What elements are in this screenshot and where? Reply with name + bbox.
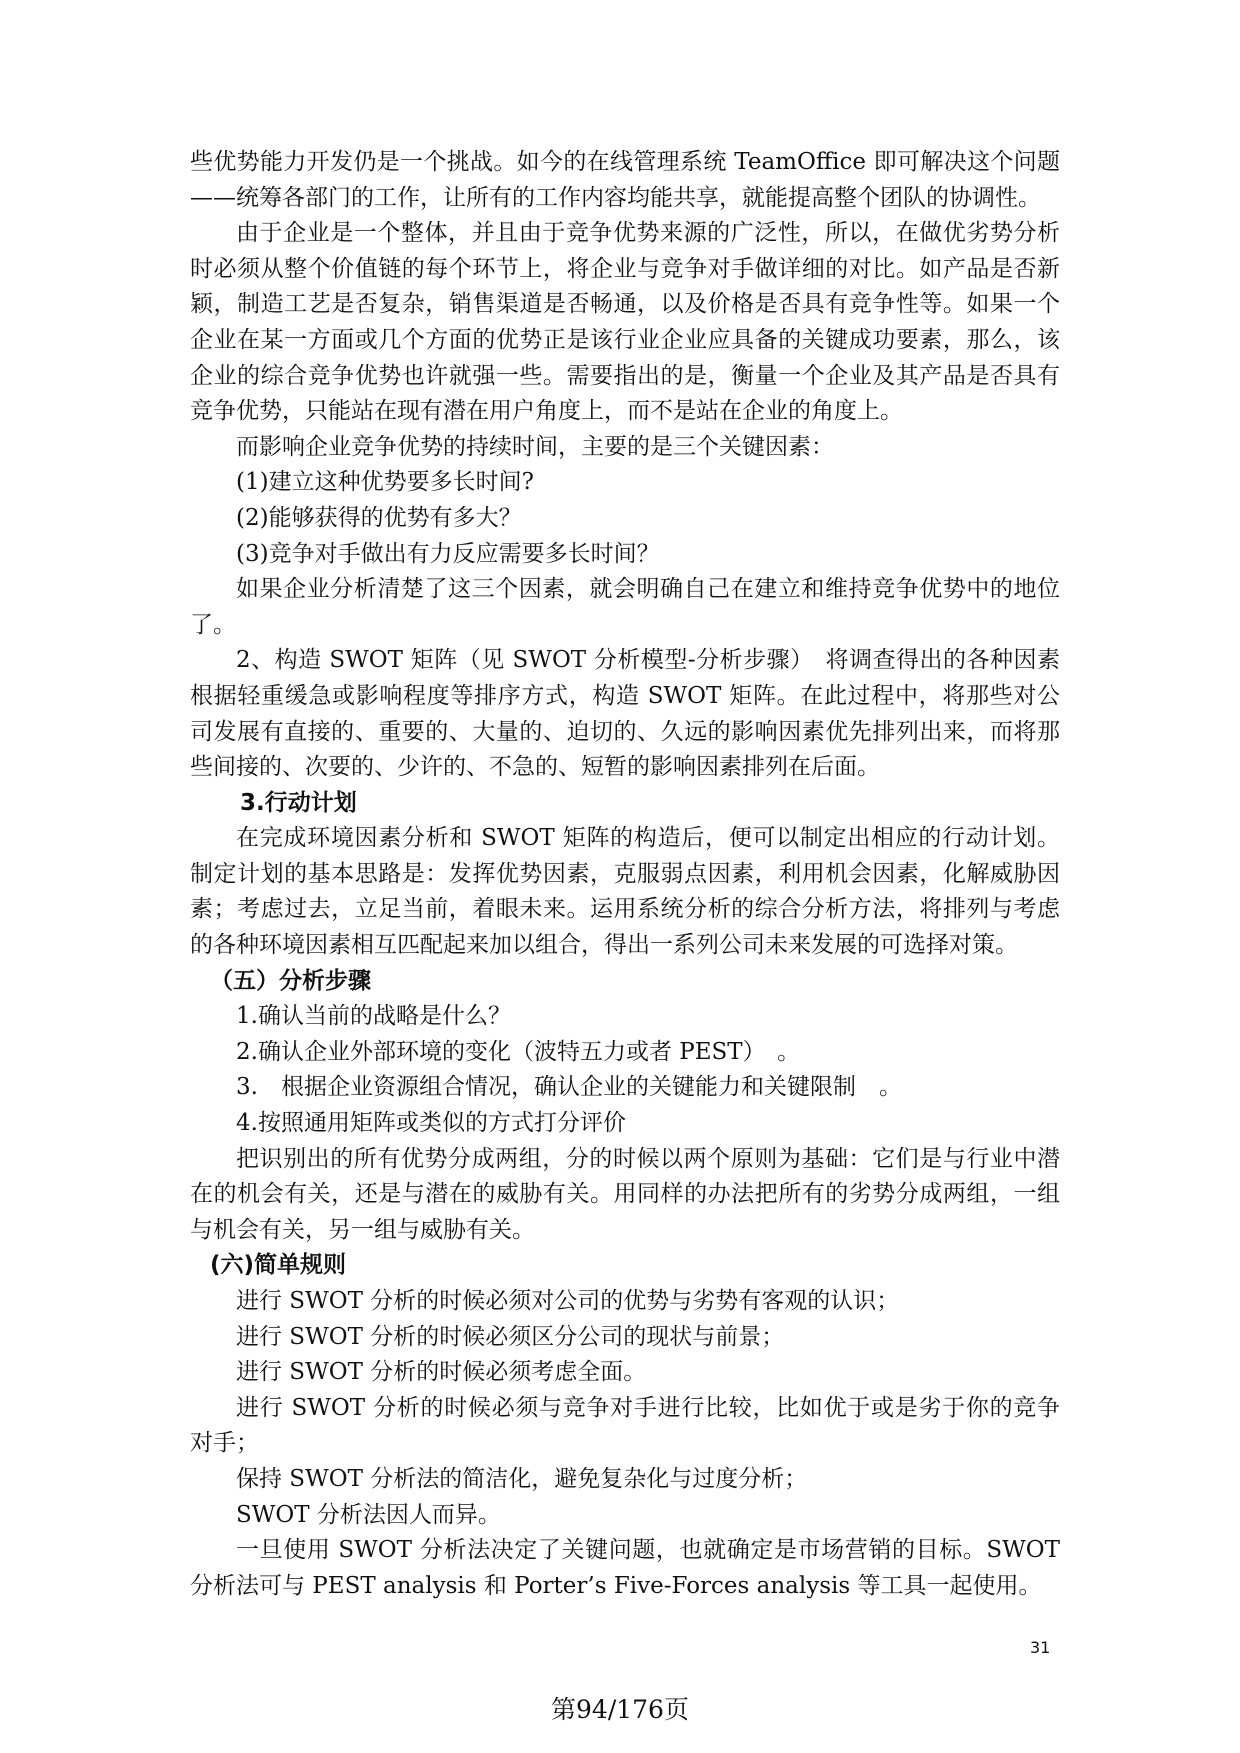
paragraph: 把识别出的所有优势分成两组，分的时候以两个原则为基础：它们是与行业中潜在的机会有关，还是与潜在的威胁有关。用同样的办法把所有的劣势分成两组，一组与机会有关，另一组与威胁有关。 [190,1145,1060,1243]
paragraph: 如果企业分析清楚了这三个因素，就会明确自己在建立和维持竞争优势中的地位了。 [190,576,1060,638]
list-item: SWOT 分析法因人而异。 [236,1501,501,1528]
paragraph: 而影响企业竞争优势的持续时间，主要的是三个关键因素： [236,433,834,460]
list-item: 进行 SWOT 分析的时候必须对公司的优势与劣势有客观的认识； [236,1288,900,1314]
list-item: 进行 SWOT 分析的时候必须区分公司的现状与前景； [236,1323,785,1350]
list-item: 3. 根据企业资源组合情况，确认企业的关键能力和关键限制 。 [236,1074,902,1101]
list-item: 4.按照通用矩阵或类似的方式打分评价 [236,1110,626,1137]
section-heading-analysis-steps: （五）分析步骤 [210,967,371,994]
paragraph: 由于企业是一个整体，并且由于竞争优势来源的广泛性，所以，在做优劣势分析时必须从整个价值链的每个环节上，将企业与竞争对手做详细的对比。如产品是否新颖，制造工艺是否复杂，销售渠道是否畅通，以及价格是否具有竞争性等。如果一个企业在某一方面或几个方面的优势正是该行业企业应具备的关键成功要素，那么，该企业的综合竞争优势也许就强一些。需要指出的是，衡量一个企业及其产品是否具有竞争优势，只能站在现有潜在用户角度上，而不是站在企业的角度上。 [190,220,1060,425]
page-number: 31 [1030,1638,1051,1657]
page-footer: 第94/176页 [551,1695,689,1724]
document-body [190,145,1060,1604]
paragraph: 些优势能力开发仍是一个挑战。如今的在线管理系统 TeamOffice 即可解决这个问题——统筹各部门的工作，让所有的工作内容均能共享，就能提高整个团队的协调性。 [190,149,1060,211]
paragraph: 2、构造 SWOT 矩阵（见 SWOT 分析模型-分析步骤） 将调查得出的各种因素根据轻重缓急或影响程度等排序方式，构造 SWOT 矩阵。在此过程中，将那些对公司发展有直接的、重要的、大量的、迫切的、久远的影响因素优先排列出来，而将那些间接的、次要的、少许的、不急的、短暂的影响因素排列在后面。 [190,647,1060,781]
paragraph: 在完成环境因素分析和 SWOT 矩阵的构造后，便可以制定出相应的行动计划。制定计划的基本思路是：发挥优势因素，克服弱点因素，利用机会因素，化解威胁因素；考虑过去，立足当前，着眼未来。运用系统分析的综合分析方法，将排列与考虑的各种环境因素相互匹配起来加以组合，得出一系列公司未来发展的可选择对策。 [190,825,1060,959]
section-heading-simple-rules: (六)简单规则 [210,1252,347,1279]
paragraph: 一旦使用 SWOT 分析法决定了关键问题，也就确定是市场营销的目标。SWOT 分析法可与 PEST analysis 和 Porter’s Five-Forces analysis 等工具一起使用。 [190,1537,1060,1599]
section-heading-action-plan: 3.行动计划 [240,789,357,816]
list-item: 2.确认企业外部环境的变化（波特五力或者 PEST） 。 [236,1038,801,1065]
paragraph: 进行 SWOT 分析的时候必须与竞争对手进行比较，比如优于或是劣于你的竞争对手； [190,1394,1060,1457]
list-item: (1)建立这种优势要多长时间? [236,469,534,496]
list-item: 进行 SWOT 分析的时候必须考虑全面。 [236,1359,647,1386]
list-item: 1.确认当前的战略是什么？ [236,1003,511,1030]
list-item: (2)能够获得的优势有多大？ [236,504,522,531]
list-item: 保持 SWOT 分析法的简洁化，避免复杂化与过度分析； [236,1465,808,1492]
list-item: (3)竞争对手做出有力反应需要多长时间？ [236,540,660,567]
